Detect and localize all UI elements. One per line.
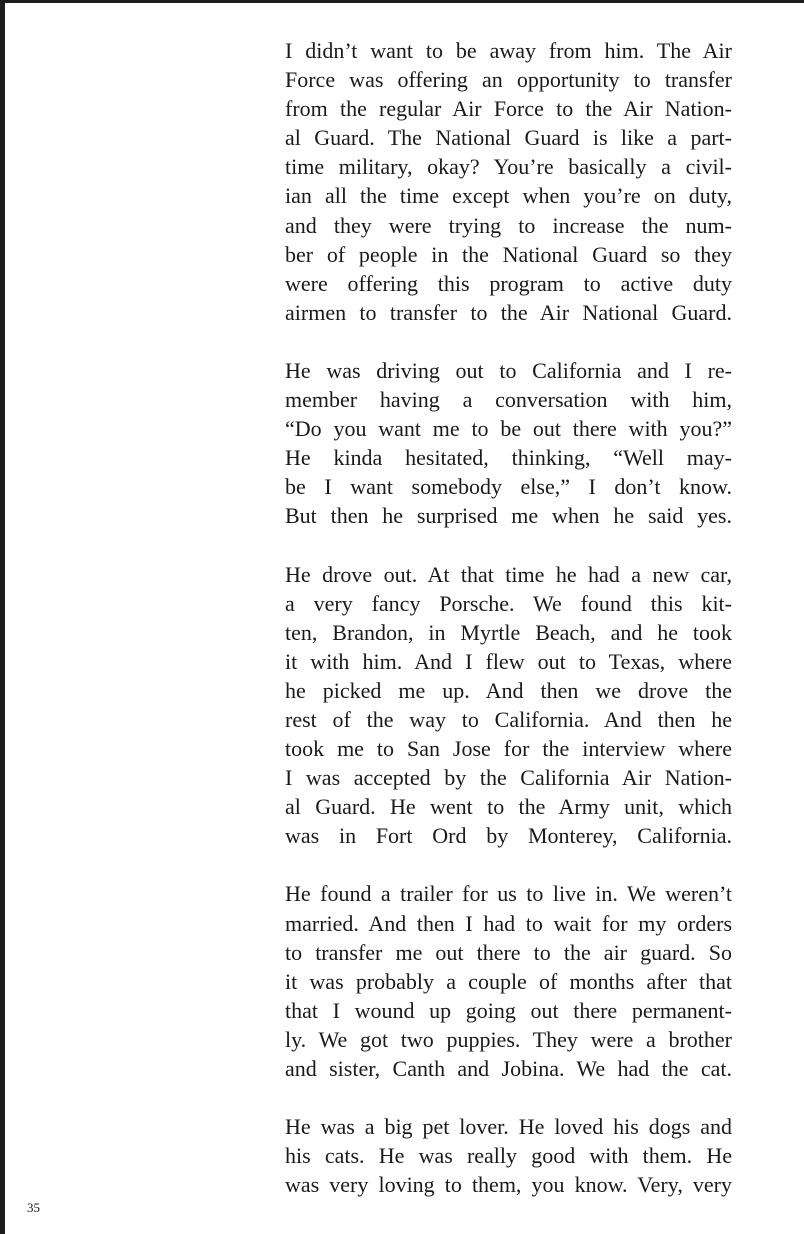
text-line: I didn’t want to be away from him. The Air — [285, 38, 732, 63]
text-line: ly. We got two puppies. They were a brother — [285, 1026, 732, 1052]
body-text — [285, 36, 732, 1228]
text-line: Force was offering an opportunity to transfer — [285, 67, 732, 93]
text-line: it was probably a couple of months after that — [285, 968, 732, 994]
text-line: He kinda hesitated, thinking, “Well may- — [285, 445, 732, 471]
text-line: al Guard. The National Guard is like a part- — [285, 125, 732, 151]
text-line: and they were trying to increase the num- — [285, 212, 732, 238]
text-line: married. And then I had to wait for my orders — [285, 910, 732, 936]
text-line: rest of the way to California. And then he — [285, 706, 732, 732]
text-line: airmen to transfer to the Air National Guard. — [285, 299, 732, 325]
paragraph-2 — [285, 356, 732, 531]
text-line: al Guard. He went to the Army unit, which — [285, 794, 732, 820]
text-line: from the regular Air Force to the Air Nation- — [285, 96, 732, 122]
text-line: He drove out. At that time he had a new car, — [285, 561, 732, 587]
text-line: ian all the time except when you’re on duty, — [285, 183, 732, 209]
paragraph-1 — [285, 36, 732, 327]
text-line: he picked me up. And then we drove the — [285, 677, 732, 703]
paragraph-3 — [285, 560, 732, 851]
text-line: ten, Brandon, in Myrtle Beach, and he took — [285, 619, 732, 645]
text-line: I was accepted by the California Air Nation- — [285, 765, 732, 791]
text-line: He found a trailer for us to live in. We weren’t — [285, 881, 732, 907]
text-line: was in Fort Ord by Monterey, California. — [285, 823, 732, 849]
text-line: to transfer me out there to the air guard. So — [285, 939, 732, 965]
text-line: “Do you want me to be out there with you?” — [285, 416, 732, 442]
text-line: time military, okay? You’re basically a civil- — [285, 154, 732, 180]
text-line: was very loving to them, you know. Very, very — [285, 1172, 732, 1198]
paragraph-5 — [285, 1112, 732, 1199]
text-line: He was a big pet lover. He loved his dogs and — [285, 1114, 732, 1140]
text-line: a very fancy Porsche. We found this kit- — [285, 590, 732, 616]
text-line: ber of people in the National Guard so they — [285, 241, 732, 267]
text-line: and sister, Canth and Jobina. We had the cat. — [285, 1056, 732, 1081]
text-line: it with him. And I flew out to Texas, where — [285, 648, 732, 674]
text-line: But then he surprised me when he said yes. — [285, 503, 732, 529]
text-line: that I wound up going out there permanent- — [285, 997, 732, 1023]
text-line: member having a conversation with him, — [285, 387, 732, 413]
text-line: be I want somebody else,” I don’t know. — [285, 474, 732, 500]
book-page — [5, 3, 804, 1234]
page-number: 35 — [27, 1200, 40, 1215]
text-line: took me to San Jose for the interview where — [285, 736, 732, 762]
paragraph-4 — [285, 879, 732, 1083]
text-line: were offering this program to active duty — [285, 270, 732, 296]
text-line: his cats. He was really good with them. He — [285, 1143, 732, 1169]
text-line: He was driving out to California and I re- — [285, 357, 732, 383]
